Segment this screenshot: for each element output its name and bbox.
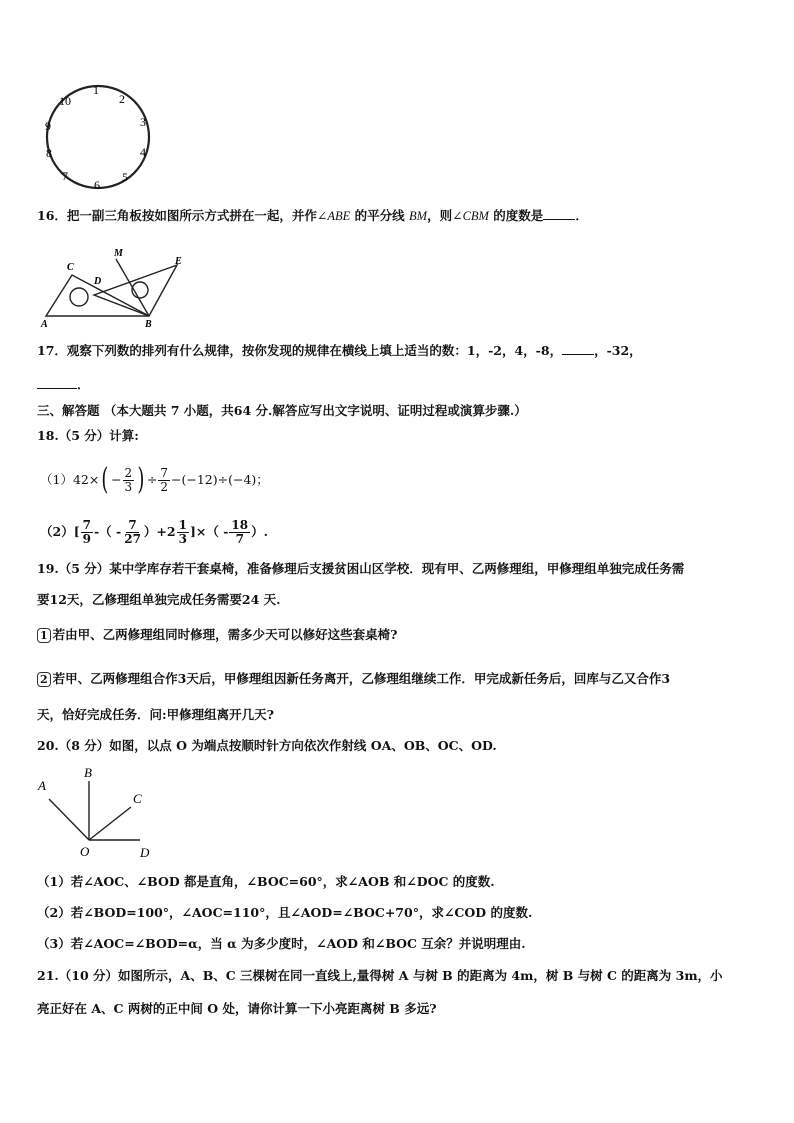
q19-line1: 19.（5 分）某中学库存若干套桌椅，准备修理后支援贫困山区学校．现有甲、乙两修理组，甲修理组单独完成任务需 [37,561,685,576]
clock-number: 4 [140,145,146,159]
clock-number: 9 [45,119,51,133]
label-a: A [41,319,48,330]
section-3-title: 三、解答题 （本大题共 7 小题，共64 分.解答应写出文字说明、证明过程或演算步骤.） [37,403,527,418]
q18-p2-label: （2）[ [40,524,80,539]
q16-angle-cbm: ∠CBM [452,209,489,223]
q20-p3: （3）若∠AOC=∠BOD=α，当 α 为多少度时，∠AOD 和∠BOC 互余？并说明理由. [37,936,526,951]
question-17 [37,342,642,360]
q18-p1-b: ÷ [146,472,158,487]
answer-blank [37,376,77,389]
q17-text: 17．观察下列数的排列有什么规律，按你发现的规律在横线上填上适当的数：1，-2，4，-8， [37,343,563,358]
label-m: M [114,248,123,259]
q19-sub2-line2: 天，恰好完成任务．问:甲修理组离开几天? [37,707,274,722]
triangle-ruler-figure [36,243,196,333]
fraction: $\frac{2}{3}$ [124,465,133,494]
label-d: D [140,845,150,860]
clock-number: 3 [140,115,146,129]
q21-line2: 亮正好在 A、C 两树的正中间 O 处，请你计算一下小亮距离树 B 多远? [37,1001,437,1016]
clock-number: 10 [59,94,71,108]
clock-number: 7 [62,169,68,183]
q18-p1-label: （1） [40,472,73,487]
q18-p2-a: -（ - [93,524,122,539]
q18-p2-b: ）+2 [143,524,176,539]
q18-p1-c: −(−12)÷(−4)； [171,472,269,487]
clock-figure [40,82,160,194]
q16-mid1: 的平分线 [350,208,410,223]
fraction: $\frac{7}{2}$ [160,465,169,494]
q18-p2-d: ）. [251,524,268,539]
label-e: E [175,256,182,267]
label-b: B [145,319,152,330]
fraction: $\frac{18}{7}$ [231,517,249,546]
question-16 [37,207,588,225]
q16-text-suffix: 的度数是 [488,208,544,223]
clock-number: 5 [122,170,128,184]
fraction: $\frac{1}{3}$ [178,517,187,546]
q20-p2: （2）若∠BOD=100°，∠AOC=110°，且∠AOD=∠BOC+70°，求∠COD 的度数. [37,905,533,920]
fraction: $\frac{7}{27}$ [124,517,141,546]
clock-number: 8 [46,146,52,160]
label-a: A [38,778,46,793]
q19-sub2 [37,670,670,688]
clock-number: 2 [119,92,125,106]
label-c: C [67,262,74,273]
q19-sub1-text: 若由甲、乙两修理组同时修理，需多少天可以修好这些套桌椅? [52,627,398,642]
q16-bm: BM [409,209,428,223]
q18-part2 [40,512,268,552]
q20-p1: （1）若∠AOC、∠BOD 都是直角，∠BOC=60°，求∠AOB 和∠DOC 的度数. [37,874,495,889]
q18-p1-a: 42× [72,472,100,487]
q16-text-prefix: 16．把一副三角板按如图所示方式拼在一起，并作 [37,208,317,223]
label-o: O [80,844,90,859]
answer-blank [562,342,594,355]
q16-angle-abe: ∠ABE [316,209,351,223]
q19-sub2-num: 2 [37,672,51,687]
q18-part1: （1） 42× ( − $\frac{2}{3}$ ) ÷ $\frac{7}{2}$ −(−12)÷(−4)； [40,462,269,497]
q18-p2-c: ]×（ - [189,524,229,539]
rays-figure [34,764,164,860]
label-c: C [133,791,142,806]
q19-sub2-text: 若甲、乙两修理组合作3天后，甲修理组因新任务离开，乙修理组继续工作．甲完成新任务后，回库与乙又合作3 [52,671,671,686]
label-b: B [84,765,92,780]
q16-end: ． [575,208,588,223]
question-17-line2 [37,376,90,394]
q17-after-blank: ，-32， [594,343,642,358]
q19-line2: 要12天，乙修理组单独完成任务需要24 天. [37,592,281,607]
clock-number: 6 [94,178,100,192]
q19-sub1 [37,626,397,644]
label-d: D [94,276,102,287]
question-18-title: 18.（5 分）计算: [37,428,139,443]
fraction: $\frac{7}{9}$ [82,517,91,546]
q21-line1: 21.（10 分）如图所示，A、B、C 三棵树在同一直线上,量得树 A 与树 B 的距离为 4m，树 B 与树 C 的距离为 3m，小 [37,968,723,983]
clock-number: 1 [93,83,99,97]
q20-title: 20.（8 分）如图，以点 O 为端点按顺时针方向依次作射线 OA、OB、OC、OD. [37,738,497,753]
q19-sub1-num: 1 [37,628,51,643]
q17-end: ． [77,377,90,392]
answer-blank [543,207,575,220]
q16-mid2: ，则 [427,208,453,223]
